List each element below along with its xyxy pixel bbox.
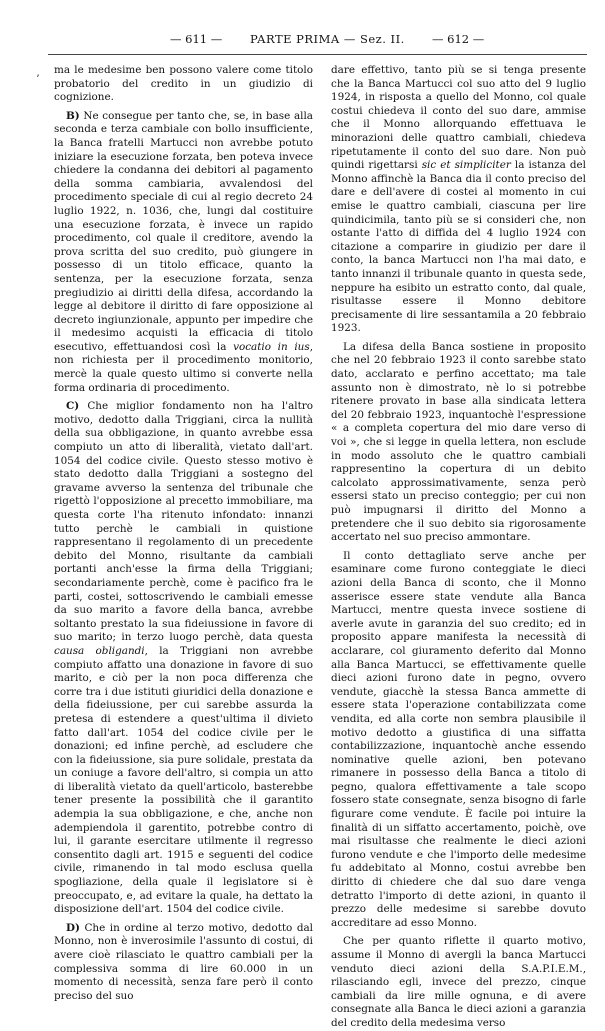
header-rule <box>48 54 587 55</box>
paragraph-text: , la Triggiani non avrebbe compiuto affatto una donazione in favore di suo marito, e ciò per la non poca differenza che corre tra i due istituti giuridici della donazione e della fideiussione, per cui sarebbe assurda la pretesa di estendere a quest'ultima il divieto fatto dall'art. 1054 del codice civile per le donazioni; ed infine perchè, ad escludere che con la fideiussione, sia pure solidale, prestata da un coniuge a favore dell'altro, si compia un atto di liberalità vietato da quell'articolo, basterebbe tener presente la possibilità che il garantito adempia la sua obbligazione, e che, anche non adempiendola il garentito, potrebbe contro di lui, il garante esercitare utilmente il regresso consentito dagli art. 1915 e seguenti del codice civile, rimanendo in tal modo esclusa quella spogliazione, della quale il legislatore si è preoccupato, e, ad evitare la quale, ha dettato la disposizione dell'art. 1504 del codice civile. <box>54 644 313 916</box>
paragraph-text: La difesa della Banca sostiene in proposito che nel 20 febbraio 1923 il conto sarebbe stato dato, acclarato e perfino accettato; ma tale assunto non è dimostrato, nè lo si potrebbe ritenere provato in base alla sindicata lettera del 20 febbraio 1923, inquantochè l'espressione « a completa copertura del mio dare verso di voi », che si legge in quella lettera, non esclude in modo assoluto che le quattro cambiali rappresentino la copertura di un debito calcolato approssimativamente, senza però essersi stato un preciso conteggio; per cui non può impugnarsi il diritto del Monno a pretendere che il suo debito sia rigorosamente accertato nel suo preciso ammontare. <box>331 340 586 544</box>
paragraph-text: la istanza del Monno affinchè la Banca dia il conto preciso del dare e dell'avere di costei al momento in cui emise le quattro cambiali, ciascuna per lire quindicimila, tanto più se si consideri che, non ostante l'atto di diffida del 4 luglio 1924 con citazione a comparire in giudizio per dare il conto, la banca Martucci non l'ha mai dato, e tanto innanzi il tribunale quanto in questa sede, neppure ha esibito un estratto conto, dal quale, risultasse essere il Monno debitore precisamente di lire sessantamila a 20 febbraio 1923. <box>331 159 586 335</box>
paragraph-text: Ne consegue per tanto che, se, in base alla seconda e terza cambiale con bollo insufficiente, la Banca fratelli Martucci non avrebbe potuto iniziare la esecuzione forzata, ben poteva invece chiedere la condanna dei debitori al pagamento della somma cambiaria, avvalendosi del procedimento speciale di cui al regio decreto 24 luglio 1922, n. 1036, che, lungi dal costituire una esecuzione forzata, è invece un rapido procedimento, col quale il creditore, avendo la prova scritta del suo credito, può giungere in possesso di un titolo efficace, quanto la sentenza, per la esecuzione forzata, senza pregiudizio ai diritti della difesa, accordando la legge al debitore il diritto di fare opposizione al decreto ingiunzionale, appunto per impedire che il medesimo acquisti la efficacia di titolo esecutivo, effettuandosi così la <box>54 109 313 353</box>
paragraph-3 <box>331 550 586 931</box>
paragraph-text: Che in ordine al terzo motivo, dedotto dal Monno, non è inverosimile l'assunto di costui, di avere cioè rilasciato le quattro cambiali per la complessiva somma di lire 60.000 in un momento di necessità, senza fare però il conto preciso del suo <box>54 921 313 1002</box>
paragraph-text: ma le medesime ben possono valere come titolo probatorio del credito in un giudizio di cognizione. <box>54 64 313 104</box>
paragraph-b <box>54 110 313 395</box>
right-column <box>331 64 586 1029</box>
section-letter: B) <box>66 109 80 122</box>
paragraph-d <box>54 922 313 1004</box>
paragraph-4 <box>331 935 586 1030</box>
latin-phrase: sic et simpliciter <box>421 159 511 172</box>
paragraph-intro <box>54 64 313 105</box>
page-number-left: — 611 — <box>170 32 223 46</box>
paragraph-text: dare effettivo, tanto più se si tenga presente che la Banca Martucci col suo atto del 9 luglio 1924, in risposta a quello del Monno, col quale costui chiedeva il conto del suo dare, ammise che il Monno allorquando effettuava le minorazioni delle quattro cambiali, chiedeva ripetutamente il conto del suo dare. Non può quindi rigettarsi <box>331 64 586 172</box>
paragraph-c <box>54 400 313 917</box>
paragraph-2 <box>331 341 586 545</box>
paragraph-text: Che per quanto riflette il quarto motivo, assume il Monno di avergli la banca Martucci venduto dieci azioni della S.A.P.I.E.M., rilasciando egli, invece del prezzo, cinque cambiali da lire mille ognuna, e di avere consegnate alla Banca le dieci azioni a garanzia del credito della medesima verso <box>331 935 586 1029</box>
page-number-right: — 612 — <box>432 32 485 46</box>
latin-phrase: vocatio in ius <box>233 340 310 353</box>
paragraph-text: Il conto dettagliato serve anche per esaminare come furono conteggiate le dieci azioni della Banca di sconto, che il Monno asserisce essere state vendute alla Banca Martucci, mentre questa invece sostiene di averle avute in garanzia del suo credito; ed in proposito appare manifesta la necessità di acclarare, col giuramento deferito dal Monno alla Banca Martucci, se effettivamente quelle dieci azioni furono date in pegno, ovvero vendute, giacchè la stessa Banca ammette di essere stata l'operazione contabilizzata come vendita, ed alla corte non sembra plausibile il motivo dedotto a giustifica di una siffatta contabilizzazione, inquantochè anche essendo nominative quelle azioni, ben potevano rimanere in possesso della Banca a titolo di pegno, qualora effettivamente a tale scopo fossero state consegnate, senza bisogno di farle figurare come vendute. È facile poi intuire la finalità di un siffatto accertamento, poichè, ove mai risultasse che realmente le dieci azioni furono vendute e che l'importo delle medesime fu addebitato al Monno, costui avrebbe ben diritto di chiedere che dal suo dare venga detratto l'importo di dette azioni, in quanto il prezzo delle medesime si sarebbe dovuto accreditare ad esso Monno. <box>331 549 586 929</box>
paragraph-text: Che miglior fondamento non ha l'altro motivo, dedotto dalla Triggiani, circa la nullità della sua obbligazione, in quanto avrebbe essa compiuto un atto di liberalità, vietato dall'art. 1054 del codice civile. Questo stesso motivo è stato dedotto dalla Triggiani a sostegno del gravame avverso la sentenza del tribunale che rigettò l'opposizione al precetto immobiliare, ma questa corte l'ha ritenuto infondato: innanzi tutto perchè le cambiali in quistione rappresentano il regolamento di un precedente debito del Monno, risultante da cambiali portanti anch'esse la firma della Triggiani; secondariamente perchè, come è pacifico fra le parti, costei, sottoscrivendo le cambiali emesse da suo marito a favore della banca, avrebbe soltanto prestato la sua fideiussione in favore di suo marito; in terzo luogo perchè, data questa <box>54 400 313 644</box>
section-letter: D) <box>66 921 80 934</box>
margin-mark: ʼ <box>36 74 40 85</box>
paragraph-1 <box>331 64 586 336</box>
running-head: PARTE PRIMA — Sez. II. <box>250 32 405 46</box>
section-letter: C) <box>66 400 80 413</box>
left-column <box>54 64 313 1002</box>
paragraph-text: , non richiesta per il procedimento monitorio, mercè la quale questo ultimo si converte nella forma ordinaria di procedimento. <box>54 340 313 394</box>
latin-phrase: causa obligandi <box>54 644 145 657</box>
